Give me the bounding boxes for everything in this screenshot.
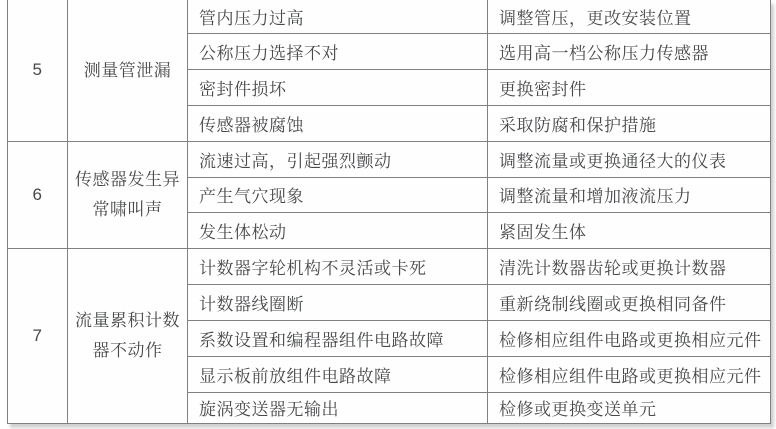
remedy-cell: 检修或更换变送单元 [488, 392, 771, 423]
cause-cell: 产生气穴现象 [188, 177, 488, 212]
cause-cell: 旋涡变送器无输出 [188, 392, 488, 423]
table-row [8, 248, 771, 284]
remedy-cell: 选用高一档公称压力传感器 [488, 33, 771, 69]
fault-number: 7 [8, 248, 68, 423]
remedy-cell: 检修相应组件电路或更换相应元件 [488, 356, 771, 392]
cause-cell: 流速过高，引起强烈颤动 [188, 141, 488, 177]
cause-cell: 公称压力选择不对 [188, 33, 488, 69]
remedy-cell: 调整流量或更换通径大的仪表 [488, 141, 771, 177]
remedy-cell: 调整管压，更改安装位置 [488, 0, 771, 33]
cause-cell: 计数器字轮机构不灵活或卡死 [188, 248, 488, 284]
cause-cell: 管内压力过高 [188, 0, 488, 33]
remedy-cell: 检修相应组件电路或更换相应元件 [488, 320, 771, 356]
remedy-cell: 调整流量和增加液流压力 [488, 177, 771, 212]
fault-troubleshooting-table [7, 0, 771, 424]
table-row [8, 141, 771, 177]
cause-cell: 显示板前放组件电路故障 [188, 356, 488, 392]
remedy-cell: 采取防腐和保护措施 [488, 105, 771, 141]
cause-cell: 系数设置和编程器组件电路故障 [188, 320, 488, 356]
fault-name: 测量管泄漏 [68, 0, 188, 141]
fault-number: 6 [8, 141, 68, 248]
remedy-cell: 重新绕制线圈或更换相同备件 [488, 284, 771, 320]
cause-cell: 密封件损坏 [188, 69, 488, 105]
fault-number: 5 [8, 0, 68, 141]
cause-cell: 发生体松动 [188, 212, 488, 248]
cause-cell: 传感器被腐蚀 [188, 105, 488, 141]
fault-name: 流量累积计数器不动作 [68, 248, 188, 423]
table-row [8, 0, 771, 33]
cause-cell: 计数器线圈断 [188, 284, 488, 320]
remedy-cell: 更换密封件 [488, 69, 771, 105]
remedy-cell: 紧固发生体 [488, 212, 771, 248]
remedy-cell: 清洗计数器齿轮或更换计数器 [488, 248, 771, 284]
fault-name: 传感器发生异常啸叫声 [68, 141, 188, 248]
